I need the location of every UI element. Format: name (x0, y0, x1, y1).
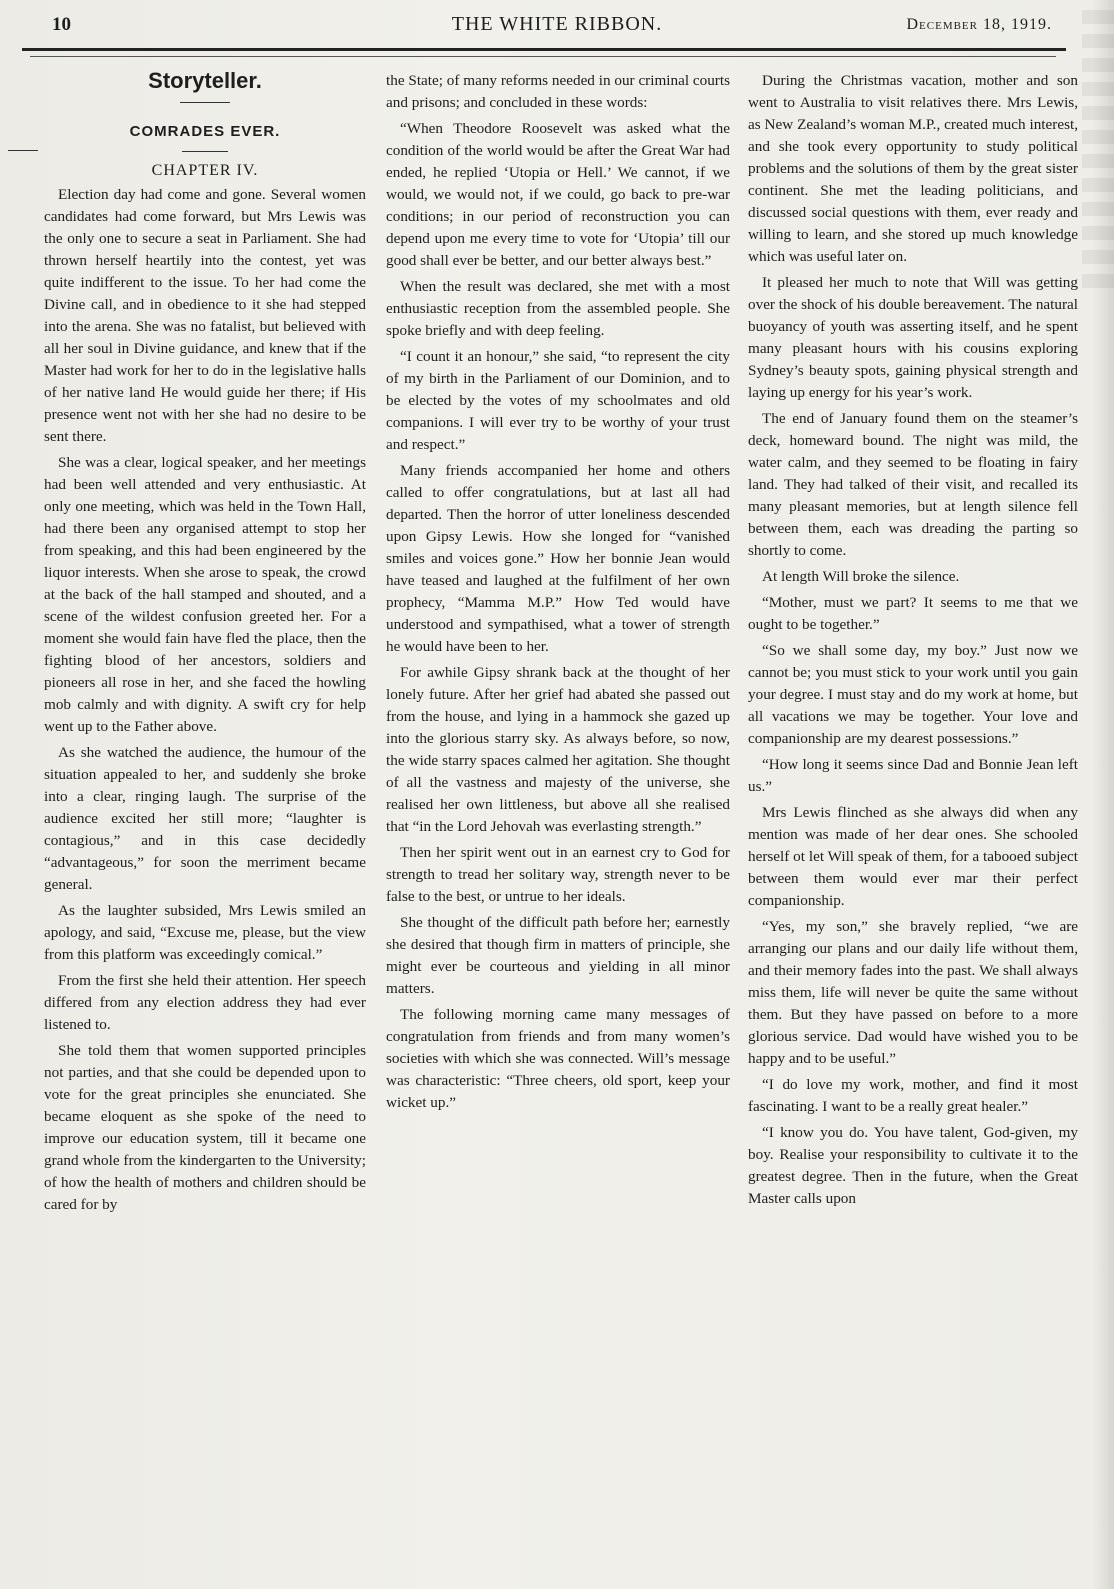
paragraph: Then her spirit went out in an earnest cry to God for strength to tread her solitary way, strength never to be false to the best, or untrue to her ideals. (386, 844, 730, 905)
paragraph: “I know you do. You have talent, God-given, my boy. Realise your responsibility to cultivate it to the greatest degree. Then in the future, when the Great Master calls upon (748, 1124, 1078, 1207)
header-rule (22, 48, 1066, 51)
paragraph: During the Christmas vacation, mother and son went to Australia to visit relatives there. Mrs Lewis, as New Zealand’s woman M.P., created much interest, and she took every opportunity to study political problems and the solutions of them by the great sister continent. She met the leading politicians, and discussed social questions with them, ever ready and willing to learn, and she stored up much knowledge which was useful later on. (748, 72, 1078, 265)
paragraph: Election day had come and gone. Several women candidates had come forward, but Mrs Lewis was the only one to secure a seat in Parliament. She had thrown herself heartily into the contest, yet was quite indifferent to the issue. To her had come the Divine call, and in obedience to it she had stepped into the arena. She was no fatalist, but believed with all her soul in Divine guidance, and knew that if the Master had work for her to do in the legislative halls of her native land He would guide her there; if His presence went not with her she had no desire to be sent there. (44, 186, 366, 445)
paragraph: “How long it seems since Dad and Bonnie Jean left us.” (748, 756, 1078, 795)
column-1 (44, 68, 366, 1220)
paragraph: “I do love my work, mother, and find it most fascinating. I want to be a really great healer.” (748, 1076, 1078, 1115)
paragraph: She was a clear, logical speaker, and her meetings had been well attended and very enthusiastic. At only one meeting, which was held in the Town Hall, had there been any organised attempt to stop her from speaking, and this had been engineered by the liquor interests. When she arose to speak, the crowd at the back of the hall stamped and shouted, and a scene of the wildest confusion greeted her. For a moment she would fain have fled the place, then the fighting blood of her ancestors, soldiers and pioneers all rose in her, and she faced the howling mob calmly and with dignity. A swift cry for help went up to the Father above. (44, 454, 366, 735)
chapter-heading: CHAPTER IV. (151, 162, 259, 179)
paragraph: It pleased her much to note that Will was getting over the shock of his double bereavement. The natural buoyancy of youth was asserting itself, and he spent many pleasant hours with his cousins exploring Sydney’s beauty spots, gaining physical strength and laying up energy for his year’s work. (748, 274, 1078, 401)
paragraph: “When Theodore Roosevelt was asked what the condition of the world would be after the Great War had ended, he replied ‘Utopia or Hell.’ We cannot, if we would, we would not, if we could, go back to pre-war conditions; in our period of reconstruction you can depend upon me every time to vote for ‘Utopia’ till our good shall ever be better, and our better always best.” (386, 120, 730, 269)
masthead (0, 0, 1114, 70)
title-divider (182, 151, 228, 152)
paragraph: Mrs Lewis flinched as she always did when any mention was made of her dear ones. She schooled herself ot let Will speak of them, for a tabooed subject between them would ever mar their perfect companionship. (748, 804, 1078, 909)
paragraph: “Yes, my son,” she bravely replied, “we are arranging our plans and our daily life without them, and their memory fades into the past. We shall always miss them, life will never be quite the same without them. But they have passed on before to a more glorious service. Dad would have wished you to be happy and to be useful.” (748, 918, 1078, 1067)
paragraph: “I count it an honour,” she said, “to represent the city of my birth in the Parliament of our Dominion, and to be elected by the votes of my schoolmates and old companions. I will ever try to be worthy of your trust and respect.” (386, 348, 730, 453)
publication-title: THE WHITE RIBBON. (451, 13, 663, 35)
paragraph: “So we shall some day, my boy.” Just now we cannot be; you must stick to your work until you gain your degree. I must stay and do my work at home, but all vacations we may be together. Your love and companionship are my dearest possessions.” (748, 642, 1078, 747)
issue-date: December 18, 1919. (906, 16, 1052, 33)
section-divider (180, 102, 230, 103)
paragraph: She thought of the difficult path before her; earnestly she desired that though firm in matters of principle, she might ever be courteous and yielding in all minor matters. (386, 914, 730, 997)
paragraph: the State; of many reforms needed in our criminal courts and prisons; and concluded in these words: (386, 72, 730, 111)
paragraph: The following morning came many messages of congratulation from friends and from many women’s societies with which she was connected. Will’s message was characteristic: “Three cheers, old sport, keep your wicket up.” (386, 1006, 730, 1111)
story-title: COMRADES EVER. (129, 123, 281, 140)
margin-mark (8, 150, 38, 151)
paragraph: As the laughter subsided, Mrs Lewis smiled an apology, and said, “Excuse me, please, but the view from this platform was exceedingly comical.” (44, 902, 366, 963)
column-3 (748, 70, 1078, 1214)
paragraph: “Mother, must we part? It seems to me that we ought to be together.” (748, 594, 1078, 633)
page-number: 10 (52, 14, 71, 35)
section-title: Storyteller. (148, 68, 262, 93)
header-rule-thin (30, 56, 1056, 57)
paragraph: The end of January found them on the steamer’s deck, homeward bound. The night was mild, the water calm, and they seemed to be floating in fairy land. They had talked of their visit, and recalled its many pleasant memories, but at length silence fell between them, each was dreading the parting so shortly to come. (748, 410, 1078, 559)
paragraph: As she watched the audience, the humour of the situation appealed to her, and suddenly she broke into a clear, ringing laugh. The surprise of the audience excited her still more; “laughter is contagious,” and in this case decidedly “advantageous,” for soon the merriment became general. (44, 744, 366, 893)
paragraph: From the first she held their attention. Her speech differed from any election address they had ever listened to. (44, 972, 366, 1033)
paragraph: She told them that women supported principles not parties, and that she could be depended upon to vote for the great principles she enunciated. She became eloquent as she spoke of the need to improve our education system, till it became one grand whole from the kindergarten to the University; of how the health of mothers and children should be cared for by (44, 1042, 366, 1213)
paragraph: At length Will broke the silence. (762, 568, 960, 585)
paragraph: When the result was declared, she met with a most enthusiastic reception from the assembled people. She spoke briefly and with deep feeling. (386, 278, 730, 339)
paragraph: For awhile Gipsy shrank back at the thought of her lonely future. After her grief had abated she passed out from the house, and lying in a hammock she gazed up into the glorious starry sky. As always before, so now, the wide starry spaces calmed her agitation. She thought of all the vastness and majesty of the universe, she realised her own littleness, but above all she realised that “in the Lord Jehovah was everlasting strength.” (386, 664, 730, 835)
column-2 (386, 70, 730, 1118)
paragraph: Many friends accompanied her home and others called to offer congratulations, but at last all had departed. Then the horror of utter loneliness descended upon Gipsy Lewis. How she longed for “vanished smiles and voices gone.” How her bonnie Jean would have teased and laughed at the fulfilment of her own prophecy, “Mamma M.P.” How Ted would have understood and sympathised, what a tower of strength he would have been to her. (386, 462, 730, 655)
adjacent-page-edge (1082, 0, 1114, 1589)
